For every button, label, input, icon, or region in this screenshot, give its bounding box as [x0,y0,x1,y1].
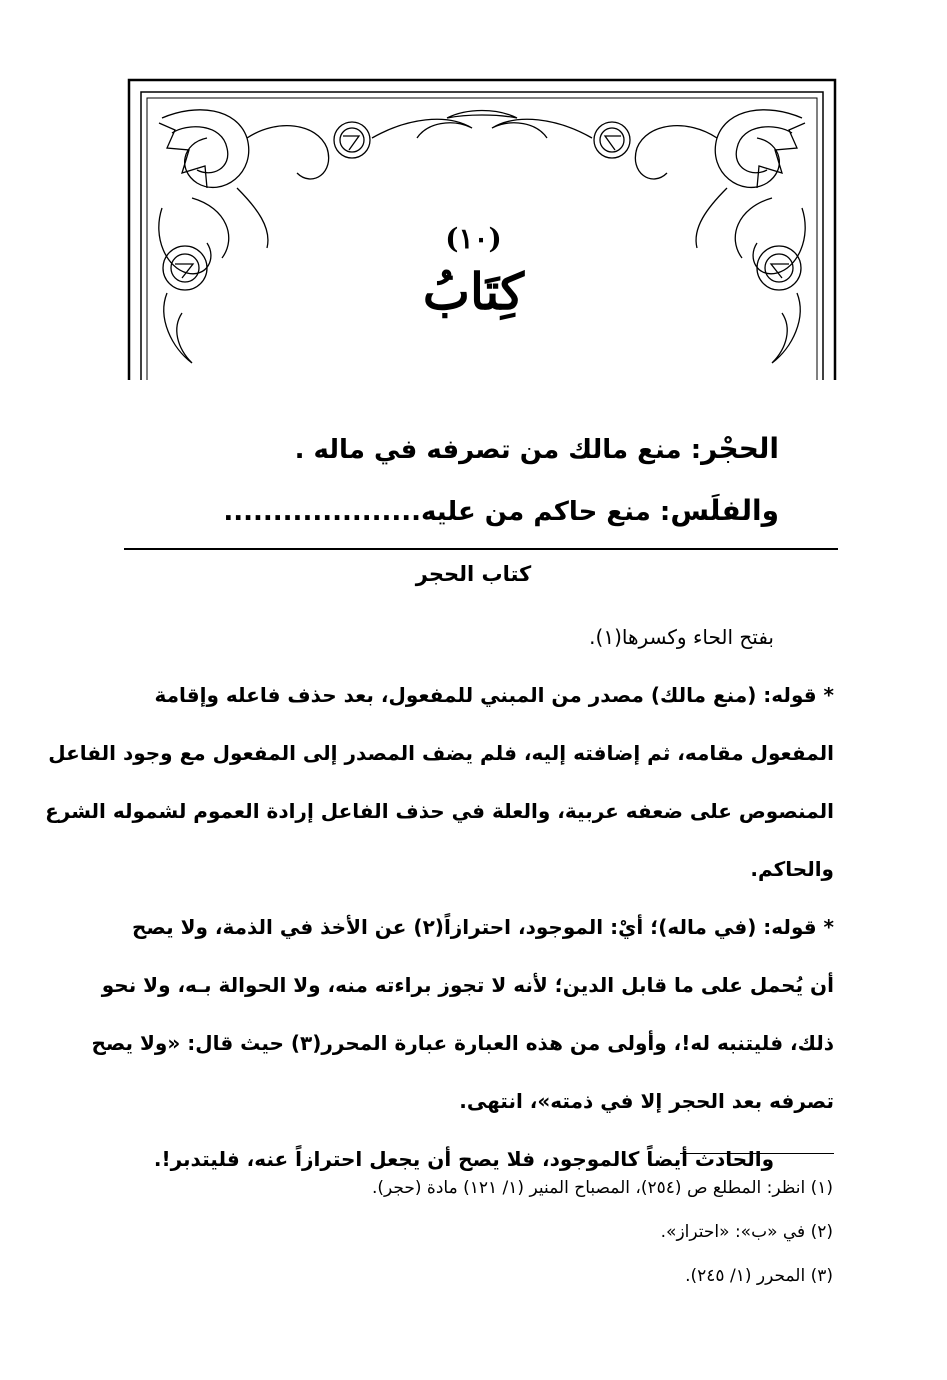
matn-definition-hajr: : منع مالك من تصرفه في ماله . [294,435,702,465]
commentary-line: بفتح الحاء وكسرها(١). [589,625,774,649]
commentary-line: المنصوص على ضعفه عربية، والعلة في حذف الفاعل إرادة العموم لشموله الشرع [45,799,834,823]
commentary-body [45,608,834,1188]
commentary-line: والحادث أيضاً كالموجود، فلا يصح أن يجعل احترازاً عنه، فليتدبر!. [153,1147,774,1171]
footnote-1: (١) انظر: المطلع ص (٢٥٤)، المصباح المنير (١/ ١٢١) مادة (حجر). [372,1178,833,1198]
chapter-title: كِتَابُ [422,262,525,321]
matn-term-falas: والفلَس [670,494,779,527]
matn-definition-falas: : منع حاكم من عليه [420,497,671,527]
footnote-2: (٢) في «ب»: «احتراز». [660,1222,833,1242]
commentary-line: والحاكم. [750,857,834,881]
commentary-line: * قوله: (منع مالك) مصدر من المبني للمفعول، بعد حذف فاعله وإقامة [154,683,834,707]
chapter-number: (١٠) [445,222,502,255]
commentary-line: تصرفه بعد الحجر إلا في ذمته»، انتهى. [459,1089,834,1113]
commentary-line: ذلك، فليتنبه له!، وأولى من هذه العبارة عبارة المحرر(٣) حيث قال: «ولا يصح [91,1031,834,1055]
commentary-line: المفعول مقامه، ثم إضافته إليه، فلم يضف المصدر إلى المفعول مع وجود الفاعل [48,741,834,765]
matn-term-hajr: الحجْر [701,432,779,465]
commentary-heading: كتاب الحجر [415,562,532,586]
footnote-3: (٣) المحرر (١/ ٢٤٥). [685,1266,833,1286]
commentary-line: أن يُحمل على ما قابل الدين؛ لأنه لا تجوز براءته منه، ولا الحوالة بـه، ولا نحو [101,973,834,997]
matn-line-1 [295,432,779,465]
commentary-line: * قوله: (في ماله)؛ أيْ: الموجود، احترازاً(٢) عن الأخذ في الذمة، ولا يصح [131,915,834,939]
section-divider [124,548,838,550]
footnote-divider [680,1153,834,1154]
matn-line-2 [223,494,779,527]
matn-dots: .................... [223,497,421,527]
